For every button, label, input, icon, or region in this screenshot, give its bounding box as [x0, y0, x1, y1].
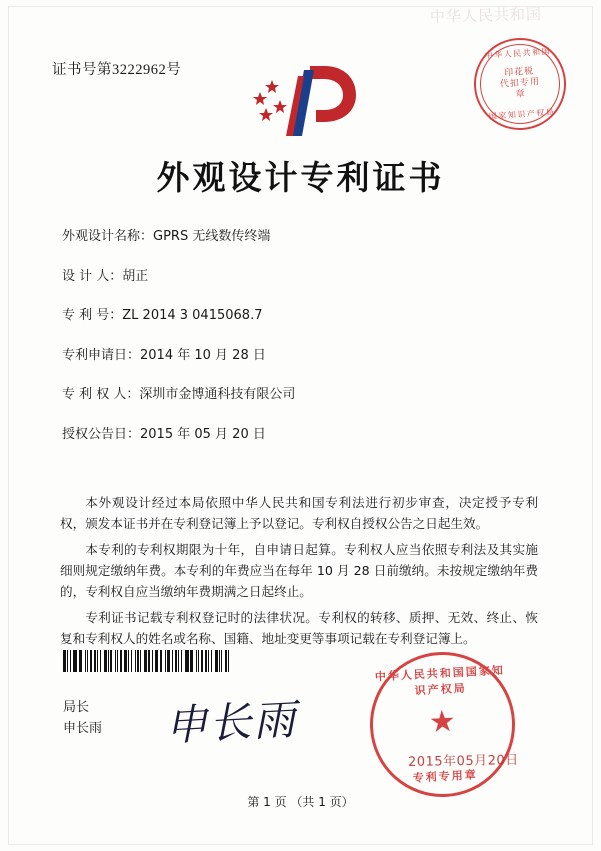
field-label-design-name: 外观设计名称： — [62, 229, 154, 244]
legal-paragraph-1: 本外观设计经过本局依照中华人民共和国专利法进行初步审查，决定授予专利权，颁发本证书并在专利登记簿上予以登记。专利权自授权公告之日起生效。 — [60, 495, 538, 531]
field-row-patentee — [62, 385, 542, 404]
five-pointed-star-icon: ★ — [428, 704, 457, 739]
legal-text-block — [60, 492, 538, 654]
field-value-designer: 胡正 — [122, 268, 149, 284]
field-label-application-date: 专利申请日： — [62, 347, 141, 363]
field-value-patentee: 深圳市金博通科技有限公司 — [139, 387, 296, 402]
seal-arc-top-text: 中华人民共和国 — [484, 46, 552, 61]
cnipa-logo — [252, 62, 364, 140]
field-row-designer — [62, 267, 542, 286]
faint-top-watermark: 中华人民共和国 — [429, 5, 543, 26]
page-footer: 第 1 页 （共 1 页） — [247, 795, 354, 809]
seal-date: 2015年05月20日 — [407, 753, 519, 770]
official-seal-arc-bottom: 专利专用章 — [412, 768, 479, 785]
legal-paragraph-3: 专利证书记载专利权登记时的法律状况。专利权的转移、质押、无效、终止、恢复和专利权人的姓名或名称、国籍、地址变更等事项记载在专利登记簿上。 — [60, 610, 538, 646]
handwritten-signature: 申长雨 — [163, 694, 299, 751]
field-label-designer: 设 计 人： — [62, 268, 123, 284]
page-title: 外观设计专利证书 — [156, 158, 445, 197]
field-label-patentee: 专 利 权 人： — [62, 387, 140, 402]
signatory-block — [63, 697, 102, 739]
seal-center-line1: 印花税 — [503, 66, 535, 79]
field-list — [62, 227, 542, 464]
field-row-grant-date — [62, 425, 542, 444]
field-row-design-name — [62, 227, 542, 246]
field-value-patent-number: ZL 2014 3 0415068.7 — [122, 308, 263, 323]
field-label-patent-number: 专 利 号： — [62, 308, 123, 323]
signatory-name: 申长雨 — [63, 721, 103, 736]
field-value-grant-date: 2015 年 05 月 20 日 — [140, 426, 266, 442]
seal-arc-bottom-text: 国家知识产权局 — [488, 107, 556, 122]
legal-paragraph-2: 本专利的专利权期限为十年，自申请日起算。专利权人应当依照专利法及其实施细则规定缴纳年费。本专利的年费应当在每年 10 月 28 日前缴纳。未按规定缴纳年费的，专利权自应当缴纳年费期满之日起终止。 — [60, 542, 538, 599]
barcode — [63, 650, 231, 672]
seal-center-line2: 代扣专用章 — [499, 77, 541, 100]
seal-center-text — [495, 66, 545, 102]
signatory-title: 局长 — [63, 700, 90, 715]
field-value-application-date: 2014 年 10 月 28 日 — [140, 347, 266, 363]
official-seal-arc-top: 中华人民共和国国家知识产权局 — [374, 663, 506, 698]
field-label-grant-date: 授权公告日： — [62, 426, 141, 442]
certificate-number: 证书号第3222962号 — [52, 62, 182, 78]
field-row-application-date — [62, 346, 542, 365]
field-row-patent-number — [62, 306, 542, 325]
field-value-design-name: GPRS 无线数传终端 — [153, 229, 271, 244]
official-patent-seal — [366, 648, 518, 800]
